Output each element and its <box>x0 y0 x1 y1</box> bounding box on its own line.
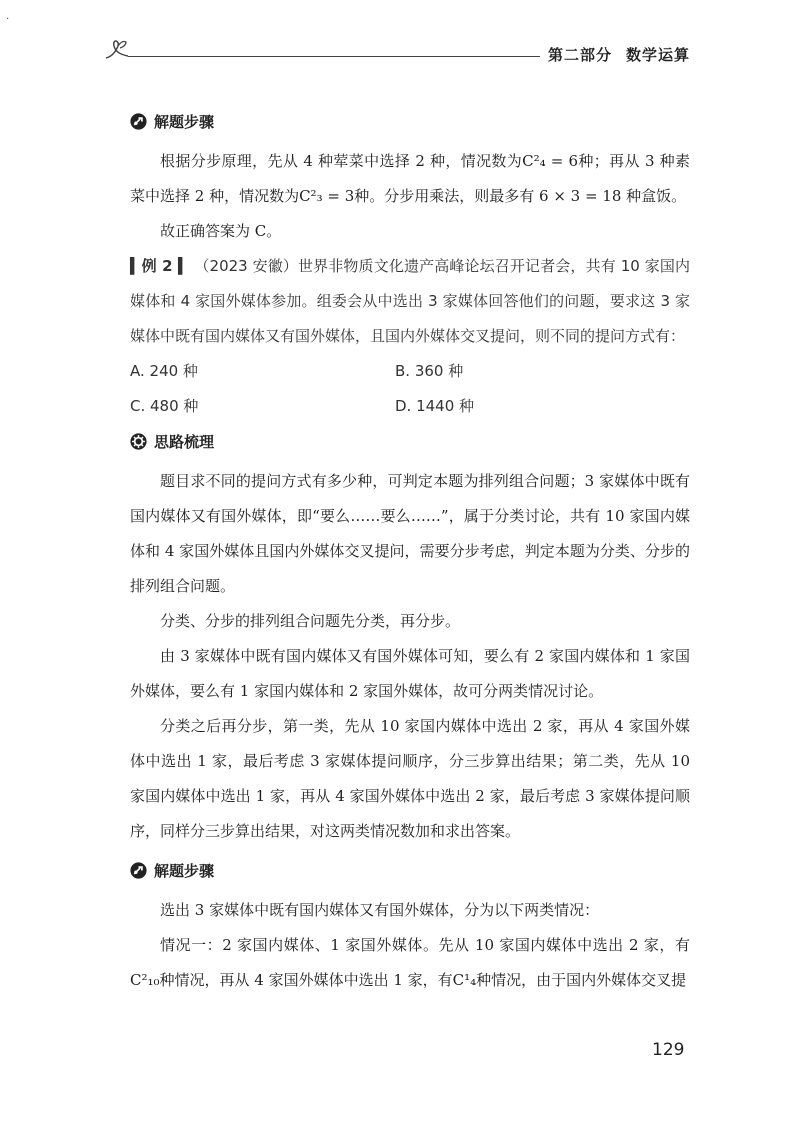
section-heading-steps-1 <box>130 108 690 134</box>
page-content <box>130 108 690 998</box>
example-label: ▍例 2 ▍ <box>130 257 190 275</box>
paragraph: 分类、分步的排列组合问题先分类，再分步。 <box>160 612 461 630</box>
header-rule <box>128 56 540 57</box>
paragraph: 分类之后再分步，第一类，先从 10 家国内媒体中选出 2 家，再从 4 家国外媒体中选出 1 家，最后考虑 3 家媒体提问顺序，分三步算出结果；第二类，先从 10 家国内媒体中选出 1 家，再从 4 家国外媒体中选出 2 家，最后考虑 3 家媒体提问顺序，同样分三步算出结果，对这两类情况数加和求出答案。 <box>130 717 690 840</box>
page-number: 129 <box>652 1040 685 1060</box>
header-title <box>548 44 690 65</box>
section-heading-label: 解题步骤 <box>154 861 215 880</box>
example-text: （2023 安徽）世界非物质文化遗产高峰论坛召开记者会，共有 10 家国内媒体和 4 家国外媒体参加。组委会从中选出 3 家媒体回答他们的问题，要求这 3 家媒体中既有国内媒体又有国外媒体，且国内外媒体交叉提问，则不同的提问方式有： <box>130 257 690 345</box>
paragraph: 选出 3 家媒体中既有国内媒体又有国外媒体，分为以下两类情况： <box>160 901 600 919</box>
option-c: C. 480 种 <box>130 397 199 415</box>
gear-icon <box>130 433 147 450</box>
paragraph: 根据分步原理，先从 4 种荤菜中选择 2 种，情况数为C²₄ = 6种；再从 3 种素菜中选择 2 种，情况数为C²₃ = 3种。分步用乘法，则最多有 6 × 3 = 18 种盒饭。 <box>130 152 690 205</box>
section-heading-thinking <box>130 428 690 454</box>
section-heading-label: 解题步骤 <box>154 112 215 131</box>
steps-icon <box>130 113 147 130</box>
option-a: A. 240 种 <box>130 362 198 380</box>
paragraph: 故正确答案为 C。 <box>160 222 282 240</box>
option-b: B. 360 种 <box>395 362 464 380</box>
scan-mark: · <box>6 14 10 25</box>
steps-icon <box>130 862 147 879</box>
paragraph: 题目求不同的提问方式有多少种，可判定本题为排列组合问题；3 家媒体中既有国内媒体又有国外媒体，即“要么……要么……”，属于分类讨论，共有 10 家国内媒体和 4 家国外媒体且国内外媒体交叉提问，需要分步考虑，判定本题为分类、分步的排列组合问题。 <box>130 472 690 595</box>
paragraph: 情况一：2 家国内媒体、1 家国外媒体。先从 10 家国内媒体中选出 2 家，有C²₁₀种情况，再从 4 家国外媒体中选出 1 家，有C¹₄种情况，由于国内外媒体交叉提 <box>130 936 690 989</box>
answer-options <box>130 354 690 424</box>
example-question <box>130 249 690 354</box>
section-heading-steps-2 <box>130 857 690 883</box>
option-d: D. 1440 种 <box>395 397 475 415</box>
header-section: 第二部分 <box>548 46 613 64</box>
header-subject: 数学运算 <box>626 46 691 64</box>
page-header <box>0 0 800 80</box>
section-heading-label: 思路梳理 <box>154 432 215 451</box>
sprig-icon <box>104 38 132 62</box>
paragraph: 由 3 家媒体中既有国内媒体又有国外媒体可知，要么有 2 家国内媒体和 1 家国外媒体，要么有 1 家国内媒体和 2 家国外媒体，故可分两类情况讨论。 <box>130 647 690 700</box>
